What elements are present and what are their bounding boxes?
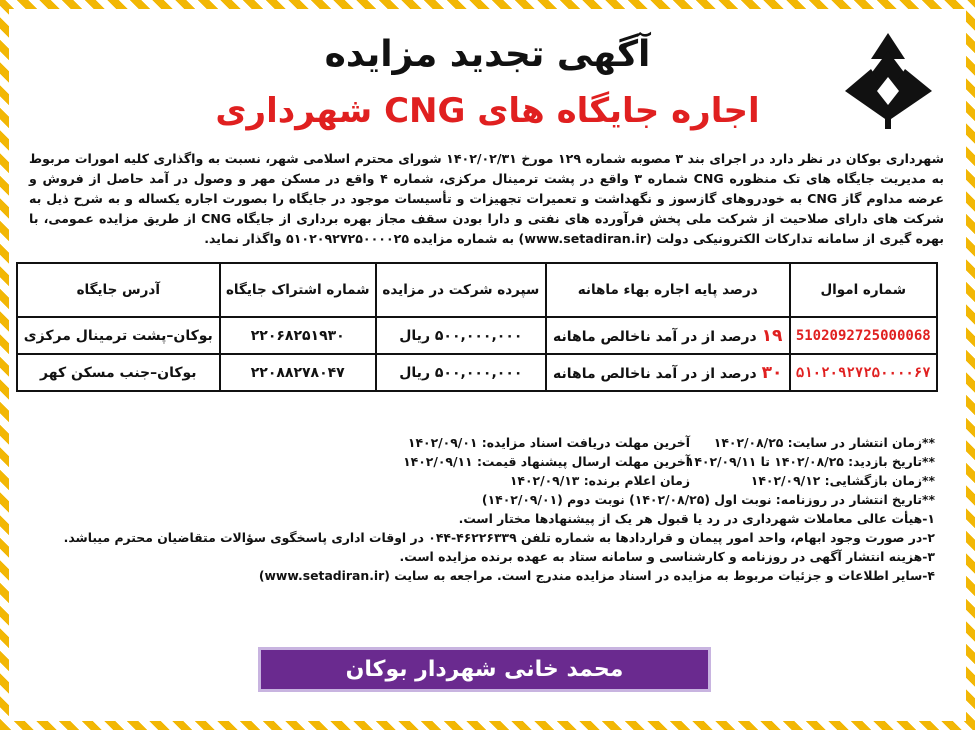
percent-text: درصد از در آمد ناخالص ماهانه bbox=[552, 328, 757, 345]
percent-value: ۳۰ bbox=[761, 362, 783, 383]
table-row bbox=[17, 317, 937, 354]
detail-line bbox=[20, 452, 935, 471]
auction-table bbox=[16, 262, 938, 392]
opening-date: **زمان بازگشایی: ۱۴۰۲/۰۹/۱۲ bbox=[750, 473, 935, 488]
deposit-cell: ۵۰۰,۰۰۰,۰۰۰ ریال bbox=[376, 317, 546, 354]
col-header-asset: شماره اموال bbox=[790, 263, 937, 317]
percent-value: ۱۹ bbox=[761, 325, 783, 346]
percent-cell bbox=[546, 317, 790, 354]
signature-text: محمد خانی شهردار بوکان bbox=[345, 657, 624, 682]
newspaper-dates: **تاریخ انتشار در روزنامه: نوبت اول (۱۴۰۲/۰۸/۲۵) نوبت دوم (۱۴۰۲/۰۹/۰۱) bbox=[481, 492, 935, 507]
address-cell: بوکان–جنب مسکن کهر bbox=[17, 354, 220, 391]
col-header-deposit: سپرده شرکت در مزایده bbox=[376, 263, 546, 317]
table-header-row bbox=[17, 263, 937, 317]
ad-title: آگهی تجدید مزایده bbox=[324, 34, 651, 75]
visit-date: **تاریخ بازدید: ۱۴۰۲/۰۸/۲۵ تا ۱۴۰۲/۰۹/۱۱ bbox=[686, 454, 935, 469]
col-header-subscription: شماره اشتراک جایگاه bbox=[220, 263, 376, 317]
docs-deadline: آخرین مهلت دریافت اسناد مزایده: ۱۴۰۲/۰۹/۰۱ bbox=[407, 435, 690, 450]
col-header-percent: درصد پایه اجاره بهاء ماهانه bbox=[546, 263, 790, 317]
subscription-cell: ۲۲۰۸۸۲۷۸۰۴۷ bbox=[220, 354, 376, 391]
col-header-address: آدرس جایگاه bbox=[17, 263, 220, 317]
intro-paragraph: شهرداری بوکان در نظر دارد در اجرای بند ۳ مصوبه شماره ۱۲۹ مورخ ۱۴۰۲/۰۲/۳۱ شورای محترم اسلامی شهر، نسبت به واگذاری کلیه امورات مربوط به مدیریت جایگاه های تک منظوره CNG شماره ۳ واقع در پشت ترمینال مرکزی، شماره ۴ واقع در مسکن مهر و وصول در آمد حاصل از فروش و عرضه مداوم گاز CNG به خودروهای گازسوز و نگهداشت و تعمیرات تجهیزات و تأسیسات موجود در جایگاه را بصورت اجاره یکساله و به شرح ذیل به شرکت های دارای صلاحیت از شرکت ملی پخش فرآورده های نفتی و دارا بودن سقف مجاز بهره برداری از جایگاه CNG از طریق مزایده عمومی، با بهره گیری از سامانه تدارکات الکترونیکی دولت (www.setadiran.ir) به شماره مزایده ۵۱۰۲۰۹۲۷۲۵۰۰۰۰۲۵ واگذار نماید. bbox=[29, 151, 945, 246]
ad-subtitle: اجاره جایگاه های CNG شهرداری bbox=[215, 91, 760, 131]
percent-cell bbox=[546, 354, 790, 391]
percent-text: درصد از در آمد ناخالص ماهانه bbox=[552, 365, 757, 382]
asset-number: 5102092725000068 bbox=[790, 317, 937, 354]
deposit-cell: ۵۰۰,۰۰۰,۰۰۰ ریال bbox=[376, 354, 546, 391]
note-item: ۳-هزینه انتشار آگهی در روزنامه و کارشناسی و سامانه ستاد به عهده برنده مزایده است. bbox=[399, 549, 935, 564]
note-item: ۲-در صورت وجود ابهام، واحد امور پیمان و قراردادها به شماره تلفن ۴۶۲۲۶۳۳۹-۰۴۴ در اوقات اداری پاسخگوی سؤالات متقاضیان محترم میباشد. bbox=[63, 530, 935, 545]
winner-date: زمان اعلام برنده: ۱۴۰۲/۰۹/۱۳ bbox=[509, 473, 690, 488]
detail-line bbox=[20, 433, 935, 452]
signature-banner bbox=[258, 647, 711, 692]
asset-number: ۵۱۰۲۰۹۲۷۲۵۰۰۰۰۶۷ bbox=[790, 354, 937, 391]
note-item: ۴-سایر اطلاعات و جزئیات مربوط به مزایده در اسناد مزایده مندرج است. مراجعه به سایت (www.setadiran.ir) bbox=[258, 568, 935, 583]
publish-date: **زمان انتشار در سایت: ۱۴۰۲/۰۸/۲۵ bbox=[713, 435, 935, 450]
note-item: ۱-هیأت عالی معاملات شهرداری در رد یا قبول هر یک از پیشنهادها مختار است. bbox=[458, 511, 935, 526]
address-cell: بوکان–پشت ترمینال مرکزی bbox=[17, 317, 220, 354]
bid-deadline: آخرین مهلت ارسال پیشنهاد قیمت: ۱۴۰۲/۰۹/۱۱ bbox=[403, 454, 690, 469]
subscription-cell: ۲۲۰۶۸۲۵۱۹۳۰ bbox=[220, 317, 376, 354]
detail-line bbox=[20, 471, 935, 490]
auction-details bbox=[20, 433, 935, 585]
table-row bbox=[17, 354, 937, 391]
